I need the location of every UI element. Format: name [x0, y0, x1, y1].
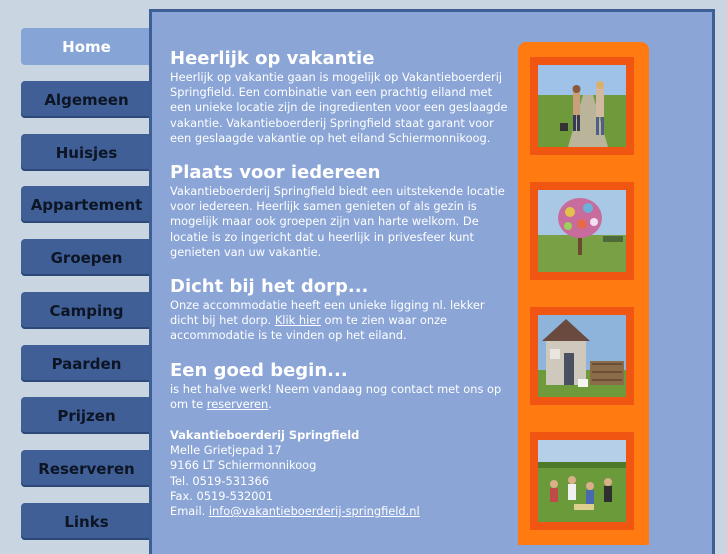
section-title-dorp: Dicht bij het dorp...: [170, 276, 369, 298]
reserveren-link[interactable]: reserveren: [206, 396, 269, 411]
nav-huisjes[interactable]: Huisjes: [21, 134, 152, 171]
contact-name: Vakantieboerderij Springfield: [170, 428, 360, 443]
nav-reserveren[interactable]: Reserveren: [21, 450, 152, 487]
map-link[interactable]: Klik hier: [274, 313, 321, 328]
contact-email-row: [170, 504, 515, 519]
contact-city: 9166 LT Schiermonnikoog: [170, 458, 317, 473]
section-title-begin: Een goed begin...: [170, 359, 348, 381]
contact-fax: Fax. 0519-532001: [170, 488, 274, 503]
decorated-tree-photo: [538, 190, 626, 272]
people-walking-photo: [538, 65, 626, 147]
section-text-vakantie: Heerlijk op vakantie gaan is mogelijk op Vakantieboerderij Springfield. Een combinatie van een prachtig eiland met een unieke locatie zijn de ingredienten voor een geslaagde vakantie. Vakantieboerderij Springfield staat garant voor een geslaagde vakantie op het eiland Schiermonnikoog.: [170, 70, 508, 145]
nav-home[interactable]: Home: [21, 28, 152, 65]
section-text-dorp: [170, 298, 515, 344]
section-title-vakantie: Heerlijk op vakantie: [170, 48, 375, 69]
nav-camping[interactable]: Camping: [21, 292, 152, 329]
section-text-begin: [170, 382, 515, 412]
nav-paarden[interactable]: Paarden: [21, 345, 152, 382]
main-navigation: [0, 0, 150, 545]
cottage-photo: [538, 315, 626, 397]
photo-frame-4: [530, 432, 634, 530]
section-title-iedereen: Plaats voor iedereen: [170, 162, 381, 184]
contact-street: Melle Grietjepad 17: [170, 443, 282, 458]
photo-strip: [518, 42, 649, 545]
begin-text-end: .: [268, 396, 272, 411]
group-picnic-photo: [538, 440, 626, 522]
photo-frame-2: [530, 182, 634, 280]
nav-prijzen[interactable]: Prijzen: [21, 397, 152, 434]
nav-links[interactable]: Links: [21, 503, 152, 540]
main-content: [170, 48, 515, 519]
nav-groepen[interactable]: Groepen: [21, 239, 152, 276]
nav-algemeen[interactable]: Algemeen: [21, 81, 152, 118]
contact-email-label: Email.: [170, 504, 209, 519]
email-link[interactable]: info@vakantieboerderij-springfield.nl: [208, 504, 420, 519]
section-text-iedereen: Vakantieboerderij Springfield biedt een uitstekende locatie voor iedereen. Heerlijk samen genieten of als gezin is mogelijk maar ook groepen zijn van harte welkom. De locatie is zo ingericht dat u heerlijk in privesfeer kunt genieten van uw vakantie.: [170, 184, 505, 259]
dorp-text-start: Onze accommodatie heeft een unieke ligging nl. lekker dicht bij het dorp.: [170, 298, 485, 328]
photo-frame-3: [530, 307, 634, 405]
photo-frame-1: [530, 57, 634, 155]
contact-block: [170, 428, 515, 519]
dorp-text-end: om te zien waar onze accommodatie is te vinden op het eiland.: [170, 313, 448, 343]
contact-tel: Tel. 0519-531366: [170, 473, 270, 488]
nav-appartement[interactable]: Appartement: [21, 186, 152, 223]
begin-text-start: is het halve werk! Neem vandaag nog contact met ons op om te: [170, 381, 502, 411]
